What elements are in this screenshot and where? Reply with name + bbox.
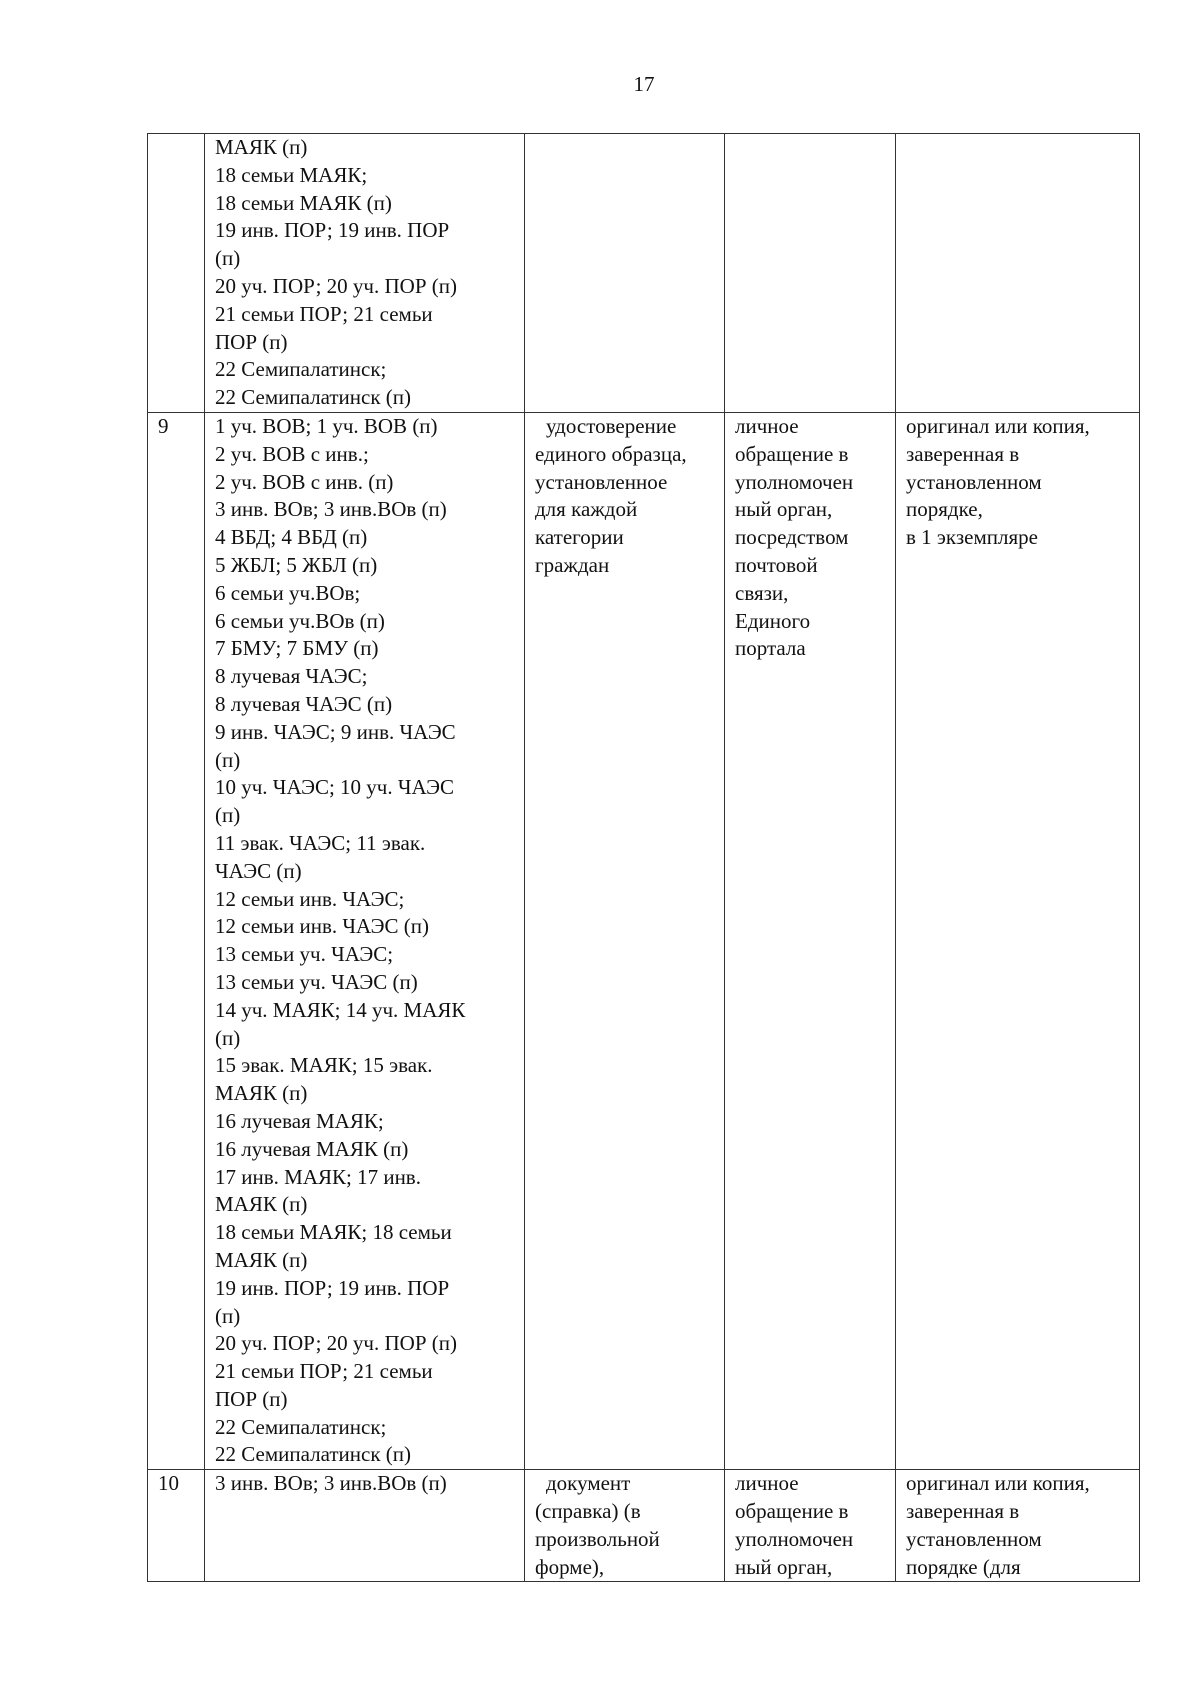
categories-cell [205, 134, 525, 413]
page-number: 17 [633, 72, 655, 96]
cell-line: 4 ВБД; 4 ВБД (п) [215, 525, 368, 550]
cell-line: МАЯК (п) [215, 1081, 308, 1106]
cell-line: 12 семьи инв. ЧАЭС; [215, 886, 405, 911]
row-number-cell [148, 134, 205, 413]
document-form-cell [896, 1470, 1140, 1582]
cell-line: 2 уч. ВОВ с инв.; [215, 441, 369, 466]
cell-line: 10 уч. ЧАЭС; 10 уч. ЧАЭС [215, 775, 455, 800]
cell-line: для каждой [535, 497, 638, 522]
cell-line: 21 семьи ПОР; 21 семьи [215, 301, 433, 326]
cell-line: обращение в [735, 1499, 849, 1524]
cell-line: 3 инв. ВОв; 3 инв.ВОв (п) [215, 1471, 447, 1496]
cell-line: (п) [215, 1303, 241, 1328]
cell-line: ный орган, [735, 1554, 833, 1579]
cell-line: личное [735, 414, 799, 438]
cell-line: оригинал или копия, [906, 414, 1090, 438]
cell-line: оригинал или копия, [906, 1471, 1090, 1496]
table-body [148, 134, 1140, 1582]
cell-line: 18 семьи МАЯК; [215, 162, 368, 187]
cell-line: 22 Семипалатинск (п) [215, 1442, 412, 1467]
cell-line: 8 лучевая ЧАЭС; [215, 664, 368, 689]
cell-line: ный орган, [735, 497, 833, 522]
submission-method-cell [725, 413, 896, 1470]
cell-line: 20 уч. ПОР; 20 уч. ПОР (п) [215, 1331, 457, 1356]
cell-line: 7 БМУ; 7 БМУ (п) [215, 636, 379, 661]
cell-line: связи, [735, 580, 789, 605]
cell-line: 19 инв. ПОР; 19 инв. ПОР [215, 218, 450, 243]
cell-line: 17 инв. МАЯК; 17 инв. [215, 1164, 421, 1189]
documents-table [147, 133, 1140, 1582]
cell-line: 3 инв. ВОв; 3 инв.ВОв (п) [215, 497, 447, 522]
cell-line: обращение в [735, 441, 849, 466]
submission-method-cell [725, 1470, 896, 1582]
cell-line: посредством [735, 525, 849, 550]
cell-line: (п) [215, 747, 241, 772]
row-number-cell: 9 [148, 413, 205, 1470]
cell-line: 18 семьи МАЯК; 18 семьи [215, 1220, 452, 1245]
cell-line: ЧАЭС (п) [215, 858, 302, 883]
cell-line: 22 Семипалатинск; [215, 1414, 387, 1439]
document-cell [525, 134, 725, 413]
cell-line: документ [546, 1471, 631, 1496]
cell-line: единого образца, [535, 441, 687, 466]
cell-line: 21 семьи ПОР; 21 семьи [215, 1359, 433, 1384]
cell-line: 18 семьи МАЯК (п) [215, 190, 392, 215]
cell-line: 14 уч. МАЯК; 14 уч. МАЯК [215, 997, 466, 1022]
cell-line: 13 семьи уч. ЧАЭС (п) [215, 969, 418, 994]
cell-line: порядке, [906, 497, 983, 522]
cell-line: (справка) (в [535, 1499, 641, 1524]
table-row [148, 413, 1140, 1470]
cell-line: личное [735, 1471, 799, 1496]
cell-line: 5 ЖБЛ; 5 ЖБЛ (п) [215, 552, 378, 577]
cell-line: (п) [215, 1025, 241, 1050]
table-row [148, 1470, 1140, 1582]
cell-line: форме), [535, 1554, 605, 1579]
cell-line: МАЯК (п) [215, 1247, 308, 1272]
cell-line: 22 Семипалатинск (п) [215, 385, 412, 410]
cell-line: в 1 экземпляре [906, 525, 1038, 550]
document-cell [525, 413, 725, 1470]
cell-line: произвольной [535, 1526, 660, 1551]
cell-line: установленном [906, 469, 1042, 494]
cell-line: 15 эвак. МАЯК; 15 эвак. [215, 1053, 433, 1078]
cell-line: установленное [535, 469, 668, 494]
cell-line: 19 инв. ПОР; 19 инв. ПОР [215, 1275, 450, 1300]
cell-line: категории [535, 525, 624, 550]
cell-line: 6 семьи уч.ВОв (п) [215, 608, 385, 633]
cell-line: заверенная в [906, 1499, 1020, 1524]
table-row [148, 134, 1140, 413]
cell-line: 9 инв. ЧАЭС; 9 инв. ЧАЭС [215, 719, 456, 744]
document-cell [525, 1470, 725, 1582]
cell-line: 8 лучевая ЧАЭС (п) [215, 691, 393, 716]
cell-line: граждан [535, 552, 610, 577]
cell-line: установленном [906, 1526, 1042, 1551]
cell-line: портала [735, 636, 806, 661]
cell-line: 2 уч. ВОВ с инв. (п) [215, 469, 394, 494]
cell-line: 12 семьи инв. ЧАЭС (п) [215, 914, 430, 939]
cell-line: 6 семьи уч.ВОв; [215, 580, 361, 605]
row-number-cell: 10 [148, 1470, 205, 1582]
document-form-cell [896, 134, 1140, 413]
categories-cell [205, 413, 525, 1470]
cell-line: 11 эвак. ЧАЭС; 11 эвак. [215, 830, 426, 855]
cell-line: МАЯК (п) [215, 1192, 308, 1217]
cell-line: уполномочен [735, 1526, 854, 1551]
cell-line: порядке (для [906, 1554, 1021, 1579]
categories-cell [205, 1470, 525, 1582]
cell-line: удостоверение [546, 414, 677, 438]
document-form-cell [896, 413, 1140, 1470]
cell-line: 16 лучевая МАЯК; [215, 1108, 384, 1133]
cell-line: уполномочен [735, 469, 854, 494]
cell-line: заверенная в [906, 441, 1020, 466]
cell-line: почтовой [735, 552, 818, 577]
cell-line: (п) [215, 803, 241, 828]
cell-line: (п) [215, 246, 241, 271]
submission-method-cell [725, 134, 896, 413]
cell-line: 16 лучевая МАЯК (п) [215, 1136, 409, 1161]
cell-line: Единого [735, 608, 811, 633]
cell-line: 13 семьи уч. ЧАЭС; [215, 942, 394, 967]
cell-line: ПОР (п) [215, 1386, 288, 1411]
cell-line: 22 Семипалатинск; [215, 357, 387, 382]
cell-line: 20 уч. ПОР; 20 уч. ПОР (п) [215, 273, 457, 298]
cell-line: МАЯК (п) [215, 135, 308, 159]
cell-line: 1 уч. ВОВ; 1 уч. ВОВ (п) [215, 414, 438, 438]
cell-line: ПОР (п) [215, 329, 288, 354]
